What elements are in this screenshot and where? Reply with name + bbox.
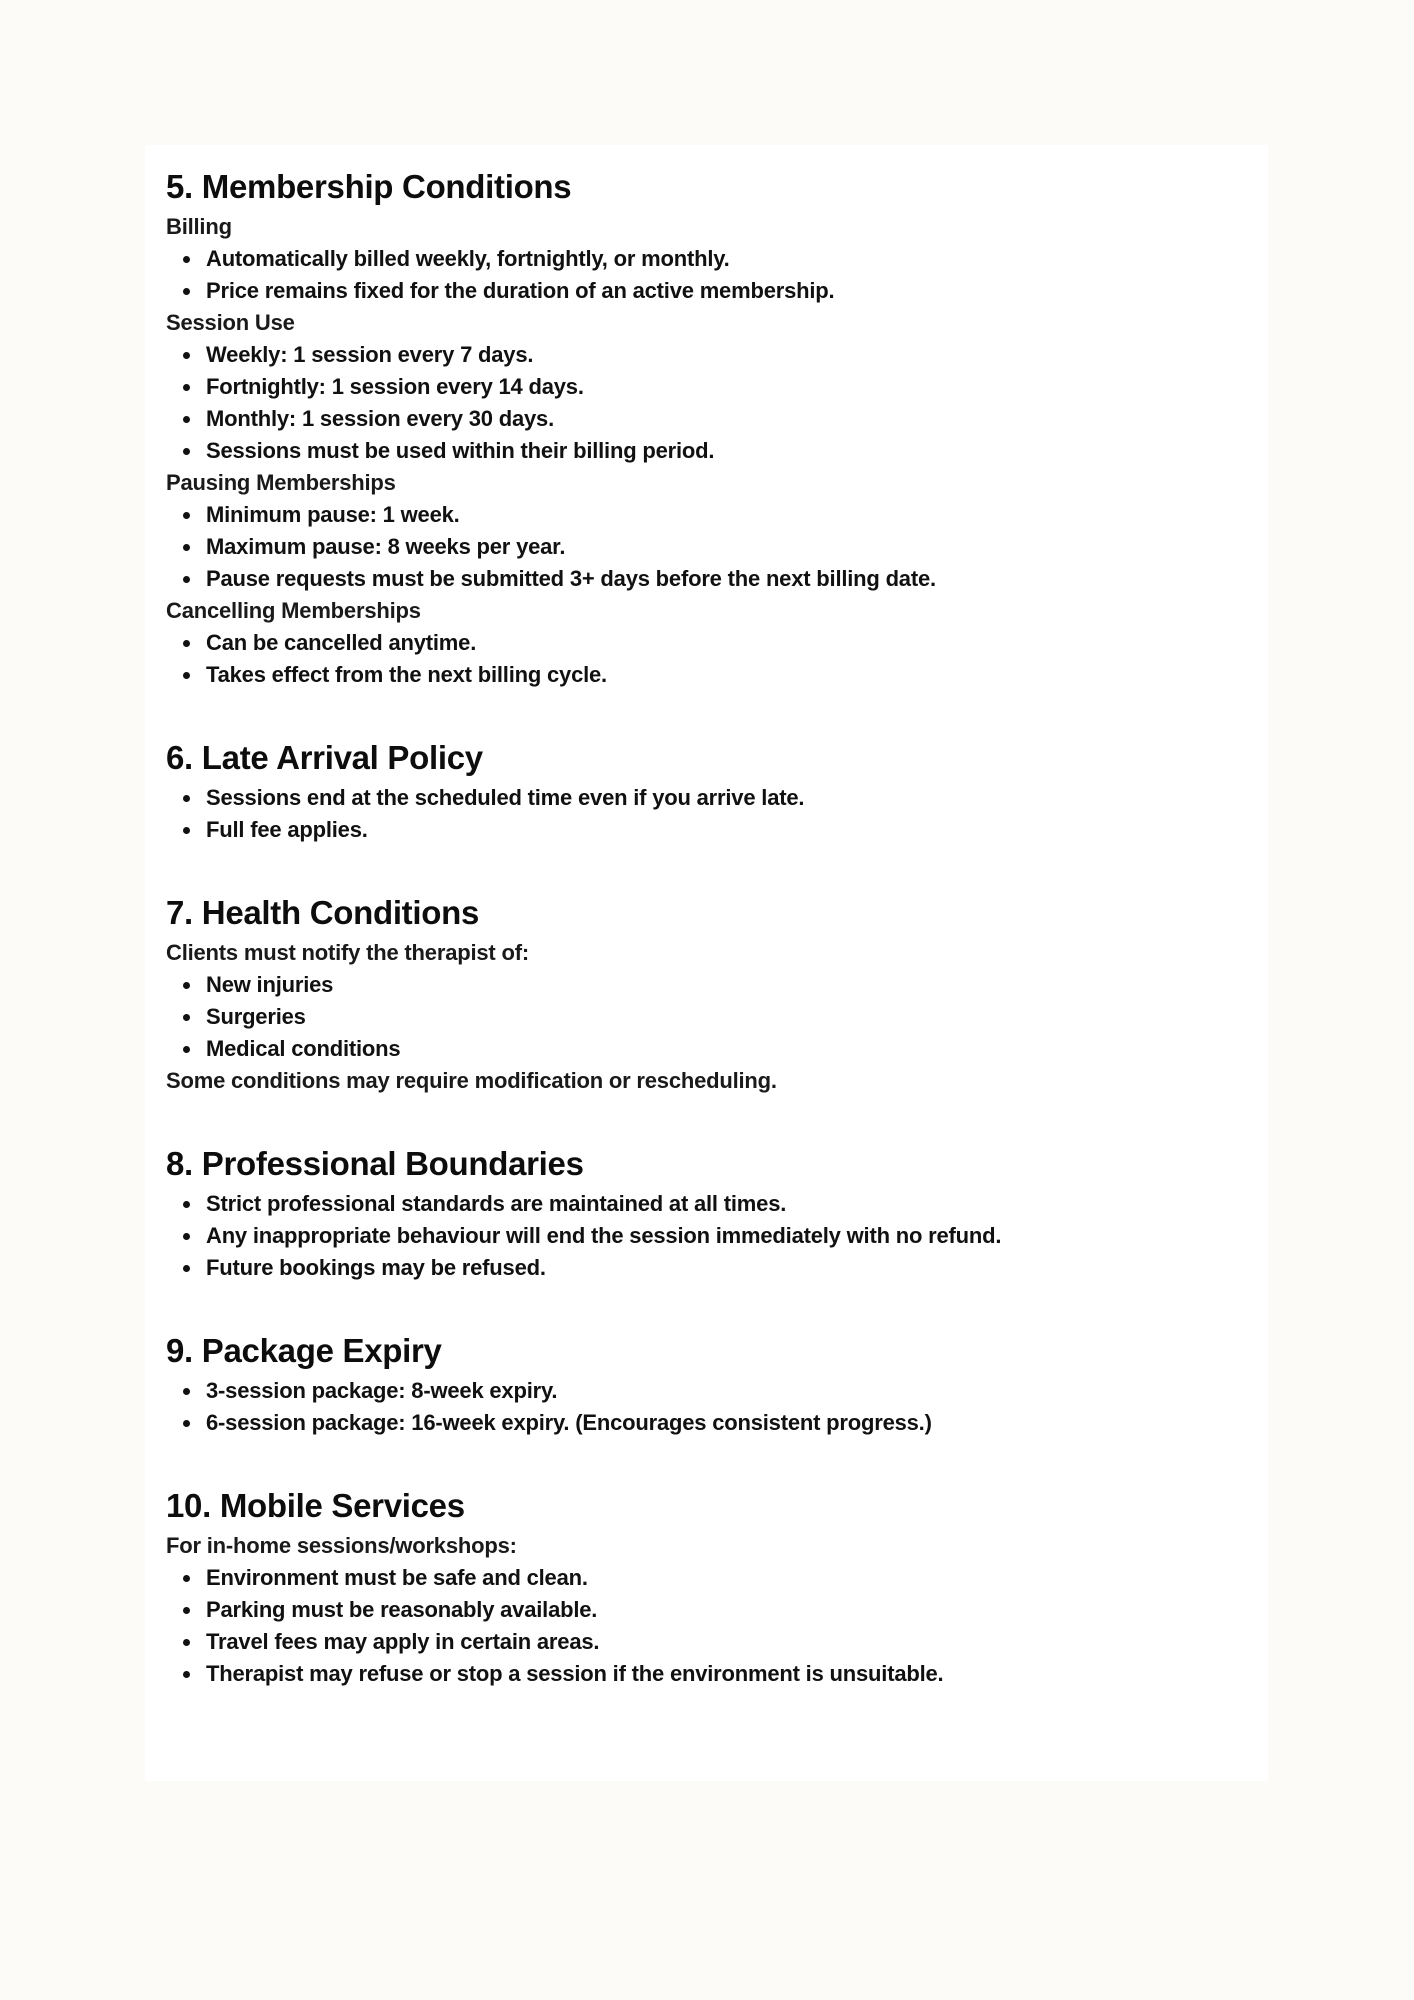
section-professional-boundaries [166,1144,1248,1284]
section-membership-conditions [166,167,1248,691]
package-expiry-list [166,1375,1248,1439]
list-item: Travel fees may apply in certain areas. [206,1626,1248,1658]
list-item: New injuries [206,969,1248,1001]
list-item: Medical conditions [206,1033,1248,1065]
list-item: Future bookings may be refused. [206,1252,1248,1284]
section-health-conditions [166,893,1248,1097]
list-item: Sessions must be used within their billing period. [206,435,1248,467]
list-item: Takes effect from the next billing cycle. [206,659,1248,691]
late-arrival-list [166,782,1248,846]
session-use-list [166,339,1248,467]
section-mobile-services [166,1486,1248,1690]
list-item: Strict professional standards are maintained at all times. [206,1188,1248,1220]
section-heading: 6. Late Arrival Policy [166,739,483,776]
pausing-list [166,499,1248,595]
cancelling-list [166,627,1248,691]
mobile-intro-text: For in-home sessions/workshops: [166,1533,517,1558]
list-item: Pause requests must be submitted 3+ days before the next billing date. [206,563,1248,595]
list-item: Surgeries [206,1001,1248,1033]
boundaries-list [166,1188,1248,1284]
billing-list [166,243,1248,307]
health-intro-text: Clients must notify the therapist of: [166,940,529,965]
list-item: Environment must be safe and clean. [206,1562,1248,1594]
list-item: Full fee applies. [206,814,1248,846]
document-page [145,145,1268,1781]
subheading-pausing-memberships: Pausing Memberships [166,470,396,495]
document-content [166,167,1248,1737]
list-item: Fortnightly: 1 session every 14 days. [206,371,1248,403]
health-conditions-list [166,969,1248,1065]
list-item: Any inappropriate behaviour will end the session immediately with no refund. [206,1220,1248,1252]
section-late-arrival-policy [166,738,1248,846]
list-item: Monthly: 1 session every 30 days. [206,403,1248,435]
subheading-cancelling-memberships: Cancelling Memberships [166,598,421,623]
list-item: Parking must be reasonably available. [206,1594,1248,1626]
list-item: Therapist may refuse or stop a session if the environment is unsuitable. [206,1658,1248,1690]
list-item: Automatically billed weekly, fortnightly, or monthly. [206,243,1248,275]
list-item: 6-session package: 16-week expiry. (Encourages consistent progress.) [206,1407,1248,1439]
mobile-services-list [166,1562,1248,1690]
subheading-billing: Billing [166,214,232,239]
section-heading: 8. Professional Boundaries [166,1145,584,1182]
section-package-expiry [166,1331,1248,1439]
section-heading: 10. Mobile Services [166,1487,465,1524]
list-item: Can be cancelled anytime. [206,627,1248,659]
list-item: Sessions end at the scheduled time even if you arrive late. [206,782,1248,814]
list-item: Weekly: 1 session every 7 days. [206,339,1248,371]
section-heading: 7. Health Conditions [166,894,480,931]
list-item: Minimum pause: 1 week. [206,499,1248,531]
health-outro-text: Some conditions may require modification or rescheduling. [166,1068,777,1093]
list-item: Maximum pause: 8 weeks per year. [206,531,1248,563]
list-item: Price remains fixed for the duration of an active membership. [206,275,1248,307]
list-item: 3-session package: 8-week expiry. [206,1375,1248,1407]
section-heading: 5. Membership Conditions [166,168,572,205]
subheading-session-use: Session Use [166,310,295,335]
section-heading: 9. Package Expiry [166,1332,442,1369]
